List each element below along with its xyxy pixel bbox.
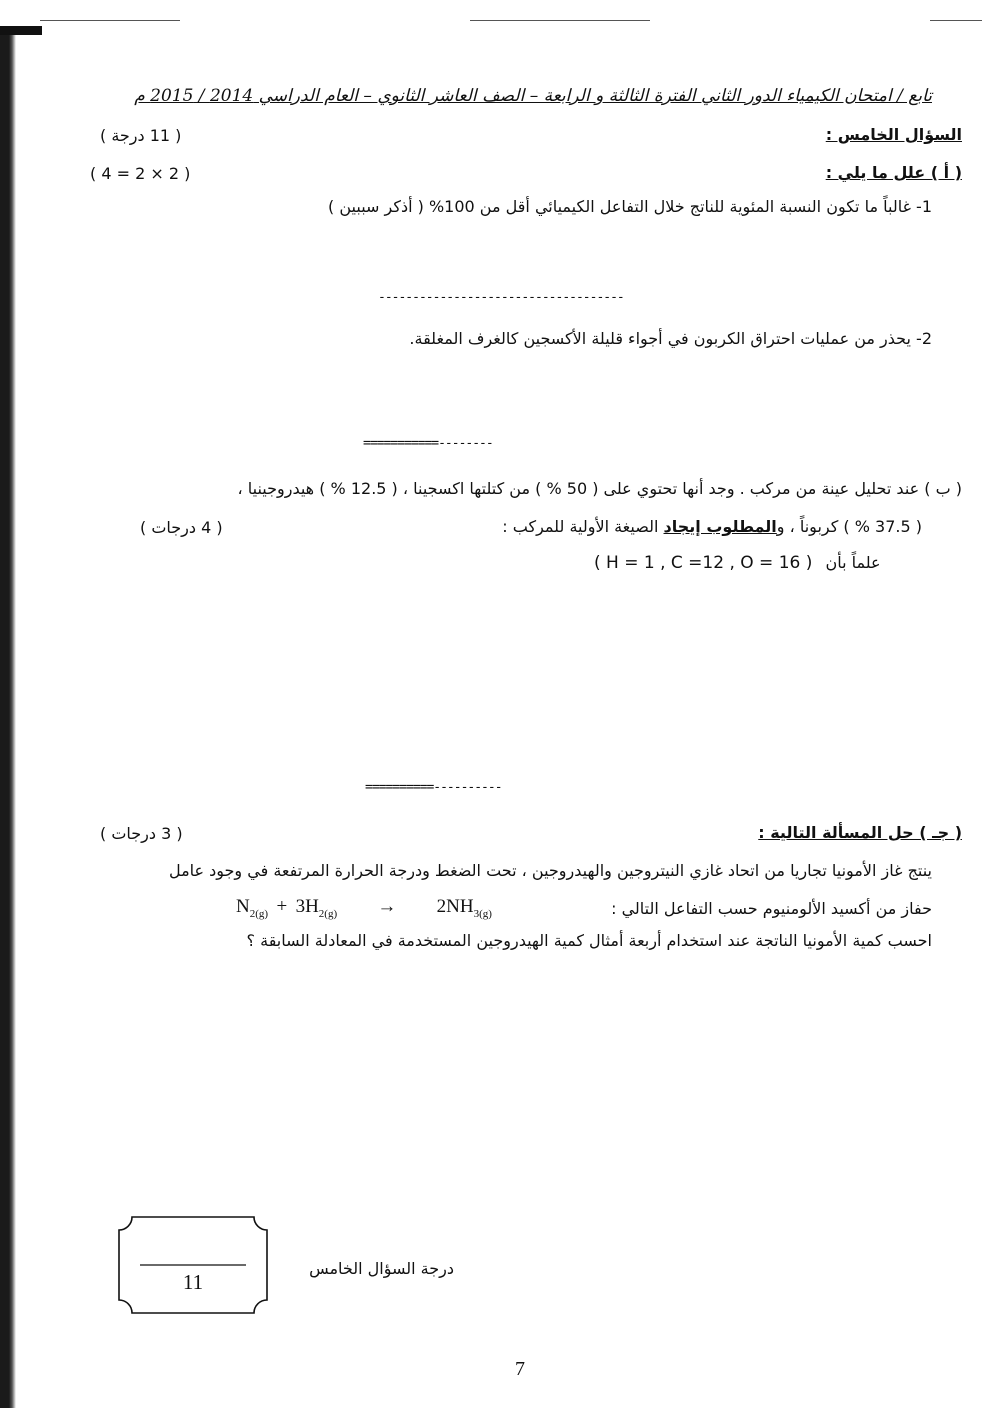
scan-edge-top	[0, 26, 42, 35]
part-b-line-2: ( 37.5 % ) كربوناً ، والمطلوب إيجاد الصيغة الأولية للمركب :	[502, 517, 922, 536]
grade-value: 11	[182, 1270, 204, 1294]
scan-top-line	[930, 20, 982, 22]
part-a-title: ( أ ) علل ما يلي :	[825, 163, 962, 182]
part-c-line-3: احسب كمية الأمونيا الناتجة عند استخدام أربعة أمثال كمية الهيدروجين المستخدمة في المعادلة السابقة ؟	[246, 931, 932, 950]
grade-box-frame	[118, 1216, 268, 1314]
grade-box	[118, 1216, 268, 1314]
part-c-line-2: حفاز من أكسيد الألومنيوم حسب التفاعل التالي :	[611, 899, 932, 918]
separator: ===========--------	[363, 436, 493, 451]
scan-edge-left	[0, 28, 16, 1408]
part-b-line-3: ( H = 1 , C =12 , O = 16 ) علماً بأن	[594, 553, 881, 573]
question-title: السؤال الخامس :	[825, 125, 962, 144]
grade-label: درجة السؤال الخامس	[309, 1259, 454, 1278]
question-marks: ( 11 درجة )	[100, 126, 182, 145]
chemical-equation: $N_{2(g)} + 3H_{2(g)} \to 2NH_{3(g)}$	[236, 896, 492, 920]
part-c-marks: ( 3 درجات )	[100, 824, 183, 843]
page-number: 7	[515, 1358, 525, 1380]
scan-top-line	[470, 20, 650, 22]
scan-top-line	[40, 20, 180, 22]
part-c-line-1: ينتج غاز الأمونيا تجاريا من اتحاد غازي النيتروجين والهيدروجين ، تحت الضغط ودرجة الحرارة المرتفعة في وجود عامل	[168, 861, 932, 880]
part-a-marks: ( 2 × 2 = 4 )	[90, 164, 191, 183]
part-b-marks: ( 4 درجات )	[140, 518, 223, 537]
separator: ==========----------	[365, 780, 502, 795]
exam-header: تابع / امتحان الكيمياء الدور الثاني الفترة الثالثة و الرابعة – الصف العاشر الثانوي – العام الدراسي 2014 / 2015 م	[134, 86, 932, 106]
reaction-arrow: →	[377, 896, 397, 917]
separator: ------------------------------------	[378, 290, 624, 305]
part-c-title: ( جـ ) حل المسألة التالية :	[758, 823, 962, 842]
part-b-line-1: ( ب ) عند تحليل عينة من مركب . وجد أنها تحتوي على ( 50 % ) من كتلتها اكسجينا ، ( 12.5 % ) هيدروجينيا ،	[237, 479, 962, 498]
part-a-item-1: 1- غالباً ما تكون النسبة المئوية للناتج خلال التفاعل الكيميائي أقل من 100% ( أذكر سببين )	[328, 197, 932, 216]
part-a-item-2: 2- يحذر من عمليات احتراق الكربون في أجواء قليلة الأكسجين كالغرف المغلقة.	[409, 329, 932, 348]
